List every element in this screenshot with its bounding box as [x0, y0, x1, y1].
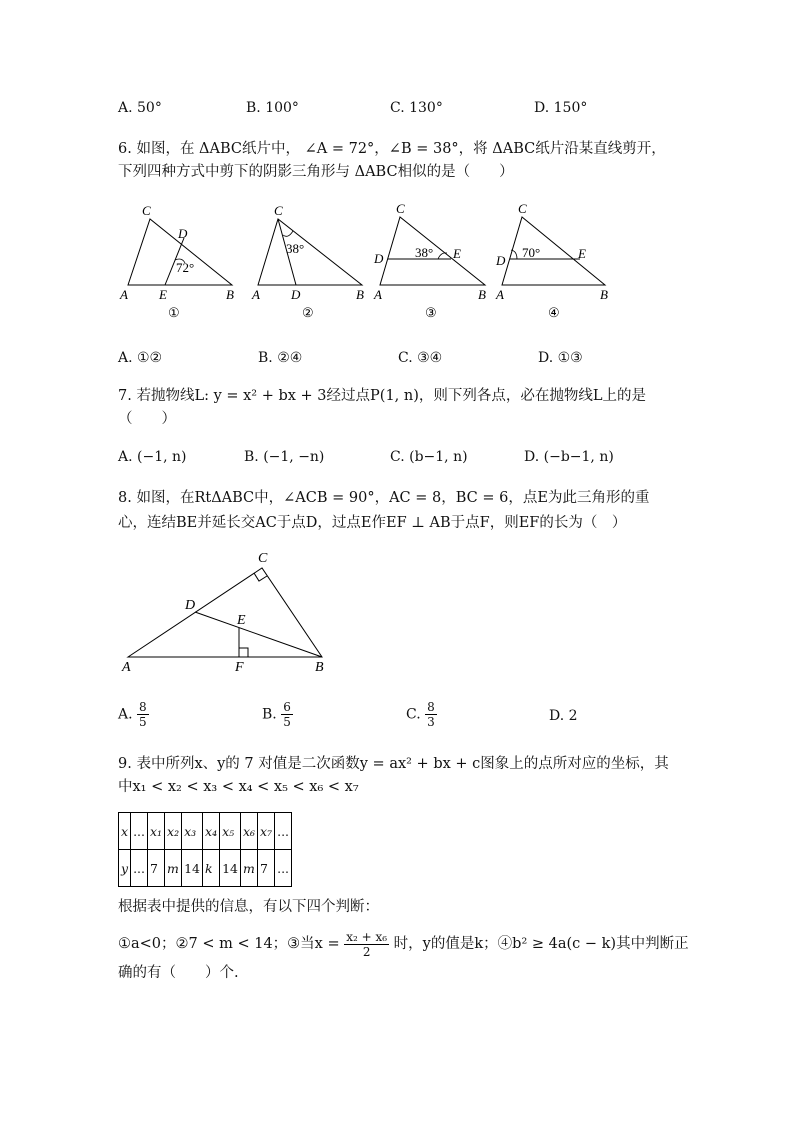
q6-text-line2: 下列四种方式中剪下的阴影三角形与 ΔABC相似的是（ ） [118, 164, 514, 180]
fig3-label-b: B [478, 287, 486, 302]
table-cell: ... [275, 813, 292, 850]
fig1-label-a: A [120, 287, 128, 302]
fig3-label-c: C [396, 201, 405, 216]
q9-value-table [118, 812, 292, 887]
fig4-label-b: B [600, 287, 608, 302]
q9-frac-num: x₂ + x₆ [346, 929, 388, 944]
table-cell: ... [131, 850, 148, 887]
q9-fraction [344, 930, 389, 959]
q7-text-line2: （ ） [118, 411, 176, 427]
table-cell: x₂ [165, 813, 182, 850]
table-cell: m [165, 850, 182, 887]
fig2-label-d: D [291, 287, 301, 302]
q8-option-a-num: 8 [139, 700, 147, 714]
q8-option-b-num: 6 [283, 700, 291, 714]
q9-text-line2: 中x₁ < x₂ < x₃ < x₄ < x₅ < x₆ < x₇ [118, 779, 359, 795]
fig4-label-c: C [518, 201, 527, 216]
q7-option-d: D. (−b−1, n) [524, 449, 614, 465]
q6-text-line1: 6. 如图，在 ΔABC纸片中， ∠A = 72°，∠B = 38°，将 ΔABC纸片沿某直线剪开， [118, 141, 666, 157]
q8-figure [110, 545, 340, 677]
table-cell: m [240, 850, 257, 887]
fig3-caption: ③ [425, 305, 437, 320]
q9-text-line3: 根据表中提供的信息，有以下四个判断： [118, 899, 379, 915]
q8-text-line1: 8. 如图，在RtΔABC中，∠ACB = 90°，AC = 8，BC = 6，点E为此三角形的重 [118, 490, 650, 506]
q5-option-d: D. 150° [534, 100, 588, 116]
table-cell: x₄ [203, 813, 220, 850]
q9-judgements [118, 926, 689, 962]
q8-option-c-num: 8 [427, 700, 435, 714]
q8-label-e: E [237, 613, 246, 628]
table-cell: 14 [220, 850, 241, 887]
q6-option-d: D. ①③ [538, 350, 583, 366]
fig2-label-c: C [274, 203, 283, 218]
table-cell: ... [275, 850, 292, 887]
q8-option-a [118, 700, 149, 729]
table-cell: ... [131, 813, 148, 850]
table-cell: x₅ [220, 813, 241, 850]
q8-option-b-letter: B. [262, 706, 277, 723]
q8-label-f: F [235, 660, 244, 675]
q8-option-b [262, 700, 293, 729]
fig2-caption: ② [302, 305, 314, 320]
q8-option-c [406, 700, 437, 729]
fig4-label-e: E [578, 246, 586, 261]
q8-option-b-den: 5 [283, 715, 291, 729]
q7-text-line1: 7. 若抛物线L: y = x² + bx + 3经过点P(1, n)，则下列各点，必在抛物线L上的是 [118, 388, 647, 404]
q6-option-c: C. ③④ [398, 350, 443, 366]
q8-option-d-value: 2 [568, 708, 578, 724]
q8-option-c-letter: C. [406, 706, 421, 723]
q9-text-line5: 确的有（ ）个. [118, 965, 239, 981]
q5-option-a: A. 50° [118, 100, 162, 116]
table-row-y [119, 850, 292, 887]
q6-figure-1 [119, 203, 234, 320]
q6-figure-4 [495, 201, 608, 320]
fig3-angle: 38° [415, 245, 434, 260]
table-cell: 7 [147, 850, 164, 887]
q8-label-a: A [122, 660, 131, 675]
fig3-label-a: A [374, 287, 382, 302]
q8-option-c-den: 3 [427, 715, 435, 729]
fig4-angle: 70° [522, 245, 541, 260]
q8-option-a-den: 5 [139, 715, 147, 729]
fig2-label-a: A [252, 287, 260, 302]
q8-label-d: D [185, 598, 196, 613]
q9-text-line1: 9. 表中所列x、y的 7 对值是二次函数y = ax² + bx + c图象上的点所对应的坐标，其 [118, 756, 669, 772]
fig1-label-b: B [226, 287, 234, 302]
table-cell: 7 [258, 850, 275, 887]
q6-figure-3 [373, 201, 486, 320]
table-cell: k [203, 850, 220, 887]
q8-option-d [549, 708, 578, 724]
q6-option-a: A. ①② [118, 350, 163, 366]
table-cell: x₃ [182, 813, 203, 850]
q9-frac-den: 2 [362, 944, 371, 959]
table-cell: x₆ [240, 813, 257, 850]
table-cell: y [119, 850, 131, 887]
fig1-angle: 72° [176, 260, 195, 275]
table-cell: x [119, 813, 131, 850]
q8-option-a-letter: A. [118, 706, 133, 723]
q8-option-d-letter: D. [549, 708, 565, 724]
q7-option-a: A. (−1, n) [118, 449, 187, 465]
fig3-label-e: E [453, 246, 461, 261]
q6-option-b: B. ②④ [258, 350, 303, 366]
q8-label-b: B [315, 660, 324, 675]
q8-option-a-fraction [137, 700, 149, 729]
fig1-label-c: C [142, 203, 151, 218]
table-cell: 14 [182, 850, 203, 887]
table-cell: x₇ [258, 813, 275, 850]
q7-option-b: B. (−1, −n) [244, 449, 325, 465]
q7-option-c: C. (b−1, n) [390, 449, 468, 465]
table-row-x [119, 813, 292, 850]
q8-option-b-fraction [281, 700, 293, 729]
q8-option-c-fraction [425, 700, 437, 729]
q8-text-line2: 心，连结BE并延长交AC于点D，过点E作EF ⊥ AB于点F，则EF的长为（ ） [118, 515, 627, 531]
fig2-angle: 38° [286, 241, 305, 256]
q9-judgement-b: 时，y的值是k；④b² ≥ 4a(c − k)其中判断正 [389, 936, 689, 952]
fig1-caption: ① [168, 305, 180, 320]
q9-judgement-a: ①a<0；②7 < m < 14；③当x = [118, 936, 345, 952]
q5-option-c: C. 130° [390, 100, 443, 116]
fig1-label-e: E [159, 287, 167, 302]
fig1-label-d: D [178, 226, 188, 241]
fig3-label-d: D [374, 251, 384, 266]
fig4-caption: ④ [548, 305, 560, 320]
q8-label-c: C [258, 551, 268, 566]
fig4-label-d: D [496, 253, 506, 268]
q6-figures [110, 195, 630, 325]
q6-figure-2 [251, 203, 364, 320]
table-cell: x₁ [147, 813, 164, 850]
fig2-label-b: B [356, 287, 364, 302]
fig4-label-a: A [496, 287, 504, 302]
q5-option-b: B. 100° [246, 100, 299, 116]
